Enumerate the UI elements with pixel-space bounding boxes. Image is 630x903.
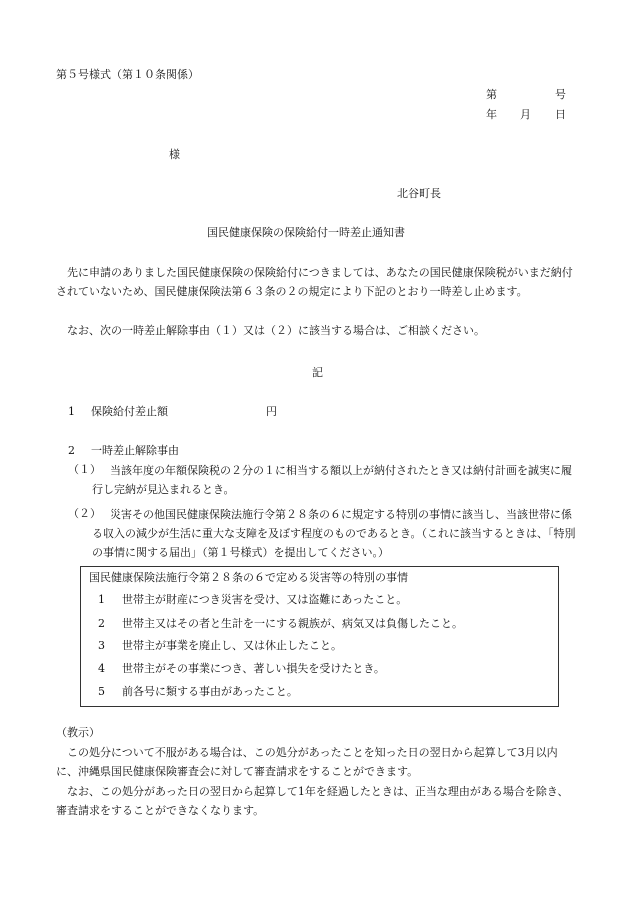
item2-number: 2 [68, 444, 75, 457]
item1-unit: 円 [266, 405, 277, 418]
special-row-text: 世帯主又はその者と生計を一にする親族が、病気又は負傷したこと。 [122, 617, 463, 630]
notice-paragraph-1: この処分について不服がある場合は、この処分があったことを知った日の翌日から起算して3月以内に、沖縄県国民健康保険審査会に対して審査請求をすることができます。 [56, 746, 558, 778]
form-number: 第５号様式（第１０条関係） [56, 68, 199, 81]
body-paragraph-1: 先に申請のありました国民健康保険の保険給付につきましては、あなたの国民健康保険税がいまだ納付されていないため、国民健康保険法第６３条の２の規定により下記のとおり一時差し止めます。 [56, 266, 573, 298]
special-circumstances-box [80, 566, 559, 707]
special-row-text: 世帯主がその事業につき、著しい損失を受けたとき。 [122, 662, 385, 675]
special-row-number: 4 [98, 662, 105, 675]
special-row-number: 5 [98, 685, 105, 698]
item2-label: 一時差止解除事由 [91, 444, 179, 457]
document-title: 国民健康保険の保険給付一時差止通知書 [207, 226, 405, 239]
ki-marker: 記 [312, 366, 323, 379]
reason1-text: 当該年度の年額保険税の２分の１に相当する額以上が納付されたとき又は納付計画を誠実に履行し完納が見込まれるとき。 [92, 464, 572, 496]
special-row-text: 世帯主が財産につき災害を受け、又は盗難にあったこと。 [122, 593, 408, 606]
special-row-number: 1 [98, 593, 105, 606]
item1-label: 保険給付差止額 [91, 405, 168, 418]
reason2-text: 災害その他国民健康保険法施行令第２８条の６に規定する特別の事情に該当し、当該世帯に係る収入の減少が生活に重大な支障を及ぼす程度のものであるとき。（これに該当するときは、「特別の事情に関する届出」（第１号様式）を提出してください。） [92, 508, 576, 559]
date-day-label: 日 [555, 108, 566, 121]
special-row-text: 世帯主が事業を廃止し、又は休止したこと。 [122, 639, 342, 652]
item1-number: 1 [68, 405, 75, 418]
date-year-label: 年 [486, 108, 497, 121]
reason2-number: （２） [68, 507, 101, 520]
body-paragraph-2: なお、次の一時差止解除事由（１）又は（２）に該当する場合は、ご相談ください。 [67, 324, 485, 337]
special-row-number: 2 [98, 617, 105, 630]
special-box-heading: 国民健康保険法施行令第２８条の６で定める災害等の特別の事情 [89, 571, 408, 584]
special-row-text: 前各号に類する事由があったこと。 [122, 685, 298, 698]
document-number-prefix: 第 [486, 88, 497, 101]
issuer-name: 北谷町長 [397, 187, 441, 200]
special-row-number: 3 [98, 639, 105, 652]
notice-paragraph-2: なお、この処分があった日の翌日から起算して1年を経過したときは、正当な理由がある場合を除き、審査請求をすることができなくなります。 [56, 785, 569, 817]
recipient-honorific: 様 [169, 148, 180, 161]
notice-heading: （教示） [56, 726, 100, 739]
date-month-label: 月 [520, 108, 531, 121]
reason1-number: （１） [68, 463, 101, 476]
document-number-suffix: 号 [555, 88, 566, 101]
